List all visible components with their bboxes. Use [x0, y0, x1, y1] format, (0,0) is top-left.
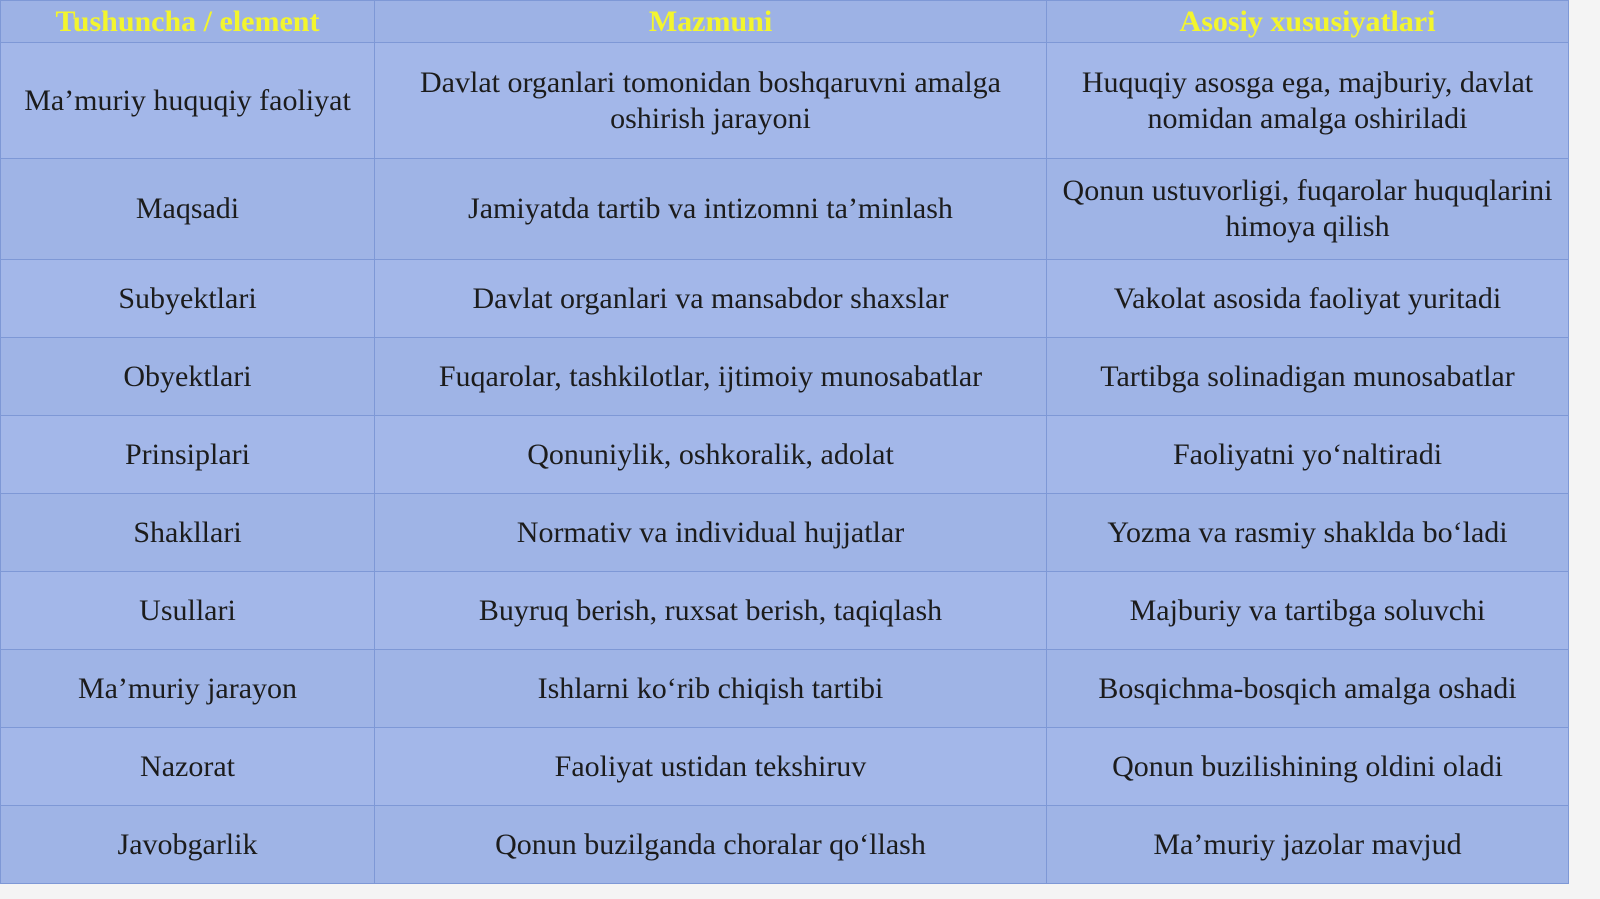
- table-cell-content: Buyruq berish, ruxsat berish, taqiqlash: [375, 572, 1047, 650]
- table-cell-features: Qonun ustuvorligi, fuqarolar huquqlarini himoya qilish: [1047, 159, 1569, 260]
- table-cell-features: Ma’muriy jazolar mavjud: [1047, 806, 1569, 884]
- table-cell-features: Vakolat asosida faoliyat yuritadi: [1047, 260, 1569, 338]
- table-cell-features: Majburiy va tartibga soluvchi: [1047, 572, 1569, 650]
- table-row: [1, 416, 1569, 494]
- table-cell-content: Qonuniylik, oshkoralik, adolat: [375, 416, 1047, 494]
- table-cell-concept: Javobgarlik: [1, 806, 375, 884]
- table-cell-content: Davlat organlari tomonidan boshqaruvni amalga oshirish jarayoni: [375, 43, 1047, 159]
- table-cell-content: Fuqarolar, tashkilotlar, ijtimoiy munosabatlar: [375, 338, 1047, 416]
- table-cell-content: Faoliyat ustidan tekshiruv: [375, 728, 1047, 806]
- table-cell-content: Normativ va individual hujjatlar: [375, 494, 1047, 572]
- table-cell-content: Qonun buzilganda choralar qo‘llash: [375, 806, 1047, 884]
- table-cell-concept: Shakllari: [1, 494, 375, 572]
- table-row: [1, 260, 1569, 338]
- header-features: Asosiy xususiyatlari: [1047, 1, 1569, 43]
- table-cell-features: Qonun buzilishining oldini oladi: [1047, 728, 1569, 806]
- table-cell-features: Bosqichma-bosqich amalga oshadi: [1047, 650, 1569, 728]
- header-concept: Tushuncha / element: [1, 1, 375, 43]
- table-cell-content: Ishlarni ko‘rib chiqish tartibi: [375, 650, 1047, 728]
- table-row: [1, 494, 1569, 572]
- table-cell-concept: Ma’muriy jarayon: [1, 650, 375, 728]
- table-row: [1, 159, 1569, 260]
- table-row: [1, 806, 1569, 884]
- table-row: [1, 43, 1569, 159]
- table-cell-features: Faoliyatni yo‘naltiradi: [1047, 416, 1569, 494]
- table-cell-features: Huquqiy asosga ega, majburiy, davlat nomidan amalga oshiriladi: [1047, 43, 1569, 159]
- header-content: Mazmuni: [375, 1, 1047, 43]
- table-cell-concept: Usullari: [1, 572, 375, 650]
- header-row: [1, 1, 1569, 43]
- table-row: [1, 728, 1569, 806]
- table-cell-concept: Obyektlari: [1, 338, 375, 416]
- table-cell-concept: Maqsadi: [1, 159, 375, 260]
- table-cell-concept: Prinsiplari: [1, 416, 375, 494]
- table-cell-features: Tartibga solinadigan munosabatlar: [1047, 338, 1569, 416]
- table-cell-concept: Ma’muriy huquqiy faoliyat: [1, 43, 375, 159]
- table-cell-features: Yozma va rasmiy shaklda bo‘ladi: [1047, 494, 1569, 572]
- table-cell-concept: Subyektlari: [1, 260, 375, 338]
- table-cell-concept: Nazorat: [1, 728, 375, 806]
- table-row: [1, 650, 1569, 728]
- table-cell-content: Davlat organlari va mansabdor shaxslar: [375, 260, 1047, 338]
- table-row: [1, 338, 1569, 416]
- table-row: [1, 572, 1569, 650]
- table-cell-content: Jamiyatda tartib va intizomni ta’minlash: [375, 159, 1047, 260]
